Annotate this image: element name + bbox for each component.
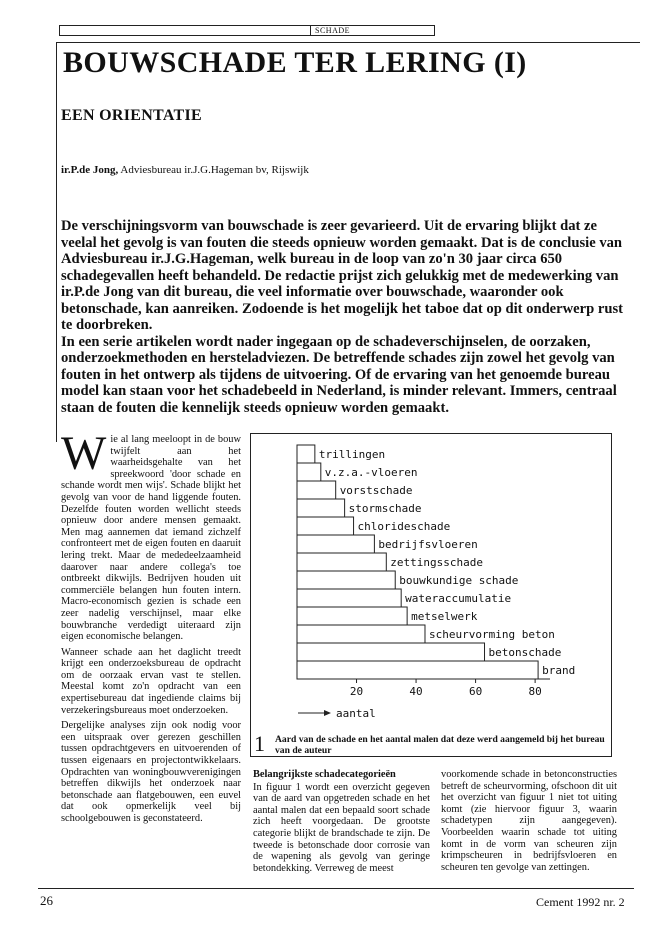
section-label: SCHADE	[310, 25, 434, 36]
axis-arrow-icon	[324, 710, 331, 716]
bar-label-6: zettingsschade	[390, 556, 484, 569]
bar-7	[297, 571, 395, 589]
article-title: BOUWSCHADE TER LERING (I)	[63, 46, 527, 79]
footer-rule	[38, 888, 634, 889]
author-affiliation: Adviesbureau ir.J.G.Hageman bv, Rijswijk	[120, 164, 309, 176]
drop-cap: W	[61, 427, 107, 480]
body-paragraph-1-text: ie al lang meeloopt in de bouw twijfelt aan het waarheidsgehalte van het spreekwoord 'door schade en schande wordt men wijs'. Schade blijkt het gevolg van voor de hand liggende fouten. Dezelfde fouten worden wellicht steeds opnieuw door andere mensen gemaakt. Men mag aannemen dat iemand zichzelf confronteert met de eigen fouten en daaruit lering trekt. Maar de mededeelzaamheid daarover naar andere collega's toe ontbreekt dikwijls. Bedrijven houden uit commerciële belangen hun fouten intern. Macro-economisch gezien is schade een zeer nadelig verschijnsel, maar elke bouwbranche verdedigt uiteraard zijn eigen economische belangen.	[61, 434, 241, 643]
body-column-3: voorkomende schade in betonconstructies betreft de scheurvorming, ofschoon dit uit het overzicht van figuur 1 niet tot uiting komt (zie hiervoor figuur 3, waarin schadetypen zijn aangegeven). Voorbeelden waarin schade tot uiting komt in de vorm van scheuren zijn krimpscheuren in bedrijfsvloeren en scheuren ten gevolge van zettingen.	[441, 769, 617, 873]
bar-label-12: brand	[542, 664, 576, 677]
body-paragraph-1	[61, 427, 241, 643]
x-tick-label-2: 60	[468, 685, 483, 698]
body-paragraph-4: In figuur 1 wordt een overzicht gegeven van de aard van opgetreden schade en het aantal malen dat een bepaald soort schade zich heeft voorgedaan. De grootste categorie blijkt de brandschade te zijn. De tweede is betonschade door corrosie van de wapening als gevolg van geringe betondekking. Verreweg de meest	[253, 781, 430, 874]
bar-label-2: vorstschade	[339, 484, 413, 497]
author-name: ir.P.de Jong,	[61, 164, 119, 176]
bar-label-11: betonschade	[488, 646, 562, 659]
bar-0	[297, 445, 315, 463]
article-subtitle: EEN ORIENTATIE	[61, 107, 202, 124]
damage-bar-chart	[250, 433, 612, 733]
bar-9	[297, 607, 407, 625]
intro-text	[61, 218, 633, 416]
bar-8	[297, 589, 401, 607]
bar-label-7: bouwkundige schade	[399, 574, 519, 587]
x-axis-label: aantal	[336, 707, 376, 720]
title-rule-vertical	[56, 42, 57, 442]
bar-5	[297, 535, 374, 553]
bar-label-3: stormschade	[348, 502, 422, 515]
journal-name: Cement 1992 nr. 2	[536, 895, 625, 909]
page-number: 26	[40, 893, 53, 908]
bar-1	[297, 463, 321, 481]
byline	[61, 164, 309, 176]
section-heading: Belangrijkste schadecategorieën	[253, 769, 396, 780]
bar-label-1: v.z.a.-vloeren	[324, 466, 418, 479]
bar-11	[297, 643, 485, 661]
bar-12	[297, 661, 538, 679]
bar-3	[297, 499, 345, 517]
x-tick-label-0: 20	[349, 685, 364, 698]
bar-10	[297, 625, 425, 643]
body-paragraph-3: Dergelijke analyses zijn ook nodig voor een uitspraak over gerezen geschillen tussen opdrachtgevers en uitvoerenden of tussen eigenaars en projectontwikkelaars. Opdrachten van woningbouwverenigingen betreffen dikwijls het onderzoek naar betonschade aan flatgebouwen, een euvel dat ook opmerkelijk veel bij schoolgebouwen is geconstateerd.	[61, 720, 241, 824]
figure-caption: Aard van de schade en het aantal malen dat deze werd aangemeld bij het bureau van de auteur	[275, 734, 605, 756]
bar-label-4: chlorideschade	[357, 520, 451, 533]
bar-label-0: trillingen	[318, 448, 386, 461]
bar-6	[297, 553, 386, 571]
body-column-2	[253, 769, 430, 874]
intro-paragraph-1: De verschijningsvorm van bouwschade is zeer gevarieerd. Uit de ervaring blijkt dat ze veelal het gevolg is van fouten die steeds opnieuw worden gemaakt. Dat is de conclusie van Adviesbureau ir.J.G.Hageman, welk bureau in de loop van zo'n 30 jaar circa 650 schadegevallen heeft behandeld. De redactie prijst zich gelukkig met de medewerking van ir.P.de Jong van dit bureau, die veel informatie over bouwschade, waaronder ook betonschade, kan aanreiken. Zodoende is het mogelijk het taboe dat op dit onderwerp rust te doorbreken.	[61, 218, 624, 333]
bar-4	[297, 517, 354, 535]
figure-number: 1	[254, 731, 265, 756]
intro-paragraph-2: In een serie artikelen wordt nader ingegaan op de schadeverschijnselen, de oorzaken, onderzoekmethoden en hersteladviezen. De betreffende schades zijn zowel het gevolg van fouten in het ontwerp als tijdens de uitvoering. Of de ervaring van het genoemde bureau model kan staan voor het schadebeeld in Nederland, is minder relevant. Immers, centraal staan de fouten die kennelijk steeds opnieuw worden gemaakt.	[61, 333, 617, 416]
bar-2	[297, 481, 336, 499]
x-tick-label-3: 80	[528, 685, 542, 698]
bar-label-9: metselwerk	[411, 610, 478, 623]
bar-label-8: wateraccumulatie	[405, 592, 512, 605]
body-column-1	[61, 427, 241, 829]
bar-label-10: scheurvorming beton	[428, 628, 555, 641]
bar-label-5: bedrijfsvloeren	[378, 538, 478, 551]
body-paragraph-2: Wanneer schade aan het daglicht treedt krijgt een onderzoeksbureau de opdracht om de oorzaak ervan vast te stellen. Meestal komt zo'n opdracht van een expertisebureau dat ingediende claims bij verzekeringsbureaus moet onderzoeken.	[61, 646, 241, 716]
x-tick-label-1: 40	[409, 685, 423, 698]
